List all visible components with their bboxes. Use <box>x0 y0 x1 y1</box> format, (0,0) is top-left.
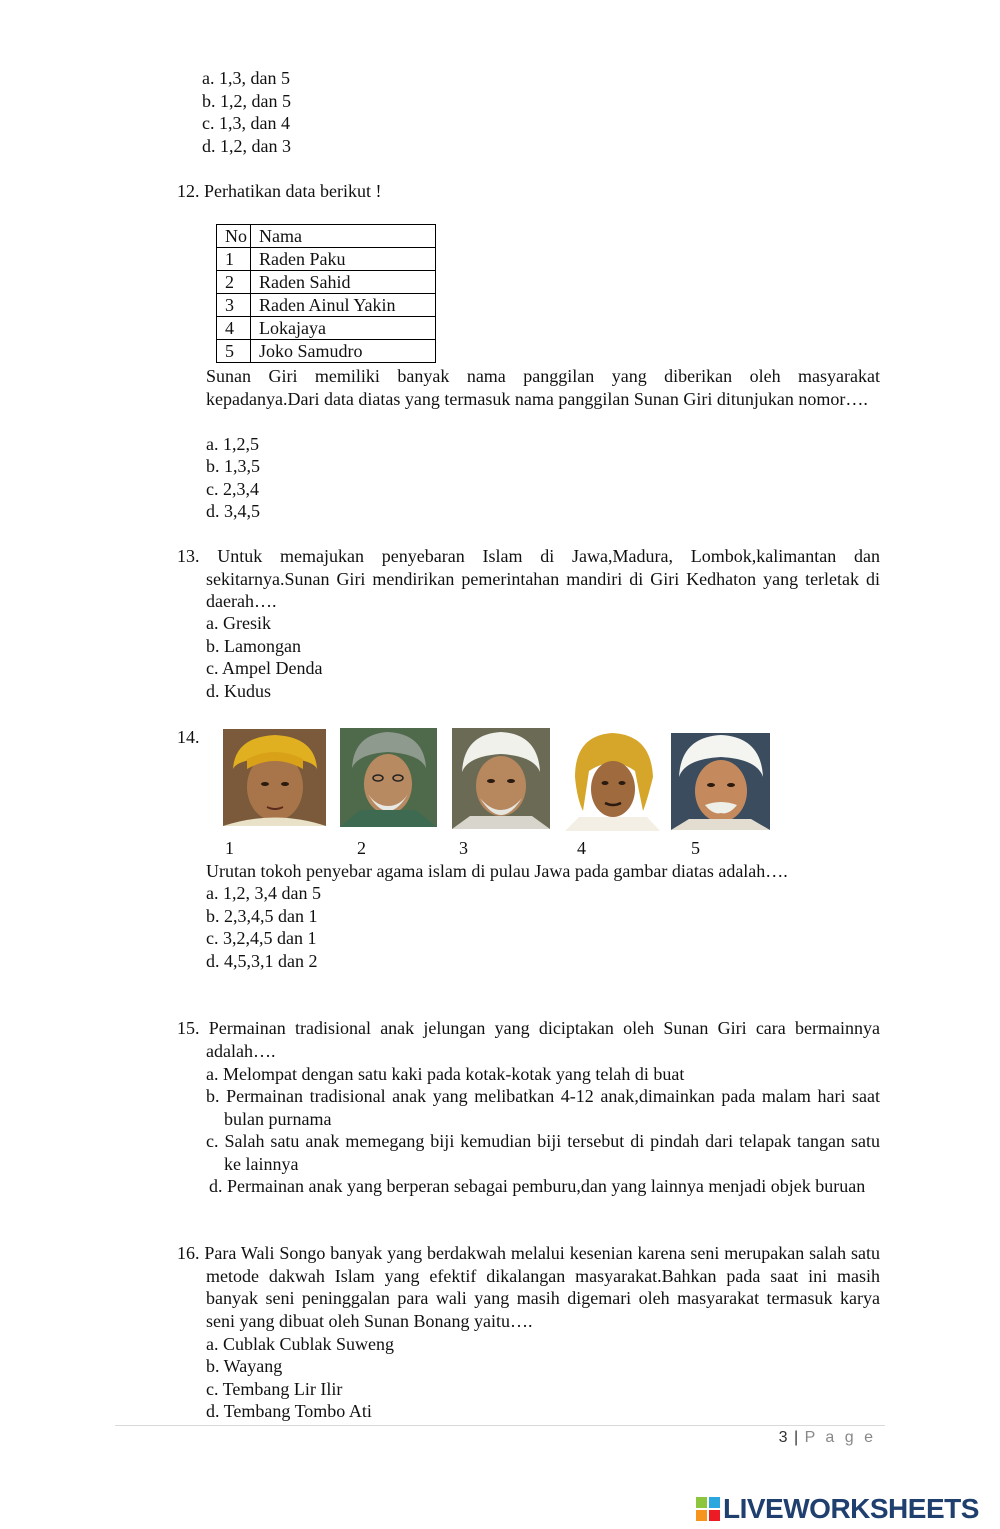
q12-option-c[interactable]: c. 2,3,4 <box>206 479 259 499</box>
q12-question-text: Sunan Giri memiliki banyak nama panggilan yang diberikan oleh masyarakat kepadanya.Dari data diatas yang termasuk nama panggilan Sunan Giri ditunjukan nomor…. <box>206 366 880 409</box>
q13-option-d[interactable]: d. Kudus <box>206 681 272 701</box>
table-row <box>217 248 436 271</box>
q16-option-c[interactable]: c. Tembang Lir Ilir <box>206 1379 343 1399</box>
q11-option-b[interactable]: b. 1,2, dan 5 <box>202 91 291 111</box>
table-cell-no: 3 <box>217 294 251 317</box>
q15-option-b[interactable]: b. Permainan tradisional anak yang melibatkan 4-12 anak,dimainkan pada malam hari saat bulan purnama <box>206 1086 880 1129</box>
q15-option-a[interactable]: a. Melompat dengan satu kaki pada kotak-kotak yang telah di buat <box>206 1064 685 1084</box>
q12-data-table <box>216 224 436 363</box>
q15-question-text: 15. Permainan tradisional anak jelungan yang diciptakan oleh Sunan Giri cara bermainnya adalah…. <box>177 1018 880 1061</box>
table-cell-nama: Lokajaya <box>251 317 436 340</box>
q14-option-d[interactable]: d. 4,5,3,1 dan 2 <box>206 951 318 971</box>
table-row <box>217 294 436 317</box>
portrait-label-5: 5 <box>691 838 700 858</box>
table-cell-no: 1 <box>217 248 251 271</box>
table-row <box>217 271 436 294</box>
portrait-image-4 <box>565 731 660 831</box>
page-number <box>779 1429 876 1447</box>
table-cell-no: 5 <box>217 340 251 363</box>
table-cell-nama: Joko Samudro <box>251 340 436 363</box>
q13-option-c[interactable]: c. Ampel Denda <box>206 658 323 678</box>
brand-logo <box>695 1493 979 1525</box>
q16-option-a[interactable]: a. Cublak Cublak Suweng <box>206 1334 394 1354</box>
portrait-label-2: 2 <box>357 838 366 858</box>
page-number-separator: | <box>793 1429 800 1446</box>
q13-option-a[interactable]: a. Gresik <box>206 613 271 633</box>
q14-option-a[interactable]: a. 1,2, 3,4 dan 5 <box>206 883 321 903</box>
page-number-value: 3 <box>778 1429 789 1446</box>
portrait-label-4: 4 <box>577 838 586 858</box>
table-header-row <box>217 225 436 248</box>
table-cell-no: 2 <box>217 271 251 294</box>
q14-number: 14. <box>177 727 200 747</box>
q11-option-a[interactable]: a. 1,3, dan 5 <box>202 68 290 88</box>
portrait-label-1: 1 <box>225 838 234 858</box>
q11-option-c[interactable]: c. 1,3, dan 4 <box>202 113 290 133</box>
page-label: P a g e <box>804 1429 876 1446</box>
q14-option-c[interactable]: c. 3,2,4,5 dan 1 <box>206 928 317 948</box>
q15-option-d[interactable]: d. Permainan anak yang berperan sebagai pemburu,dan yang lainnya menjadi objek buruan <box>209 1176 866 1196</box>
table-cell-nama: Raden Sahid <box>251 271 436 294</box>
portrait-label-3: 3 <box>459 838 468 858</box>
q14-option-b[interactable]: b. 2,3,4,5 dan 1 <box>206 906 318 926</box>
q16-option-b[interactable]: b. Wayang <box>206 1356 283 1376</box>
q15-option-c[interactable]: c. Salah satu anak memegang biji kemudian biji tersebut di pindah dari telapak tangan satu ke lainnya <box>206 1131 880 1174</box>
q13-question-text: 13. Untuk memajukan penyebaran Islam di Jawa,Madura, Lombok,kalimantan dan sekitarnya.Sunan Giri mendirikan pemerintahan mandiri di Giri Kedhaton yang terletak di daerah…. <box>177 546 880 611</box>
footer-divider <box>115 1425 885 1426</box>
brand-icon <box>695 1496 721 1522</box>
portrait-image-2 <box>340 728 437 827</box>
table-cell-nama: Raden Paku <box>251 248 436 271</box>
portrait-image-5 <box>671 733 770 830</box>
q16-option-d[interactable]: d. Tembang Tombo Ati <box>206 1401 372 1421</box>
q16-question-text: 16. Para Wali Songo banyak yang berdakwah melalui kesenian karena seni merupakan salah satu metode dakwah Islam yang efektif dikalangan masyarakat.Bahkan pada saat ini masih banyak seni peninggalan para wali yang masih digemari oleh masyarakat termasuk karya seni yang dibuat oleh Sunan Bonang yaitu…. <box>177 1243 880 1331</box>
q12-stem: 12. Perhatikan data berikut ! <box>177 181 382 201</box>
q14-question-text: Urutan tokoh penyebar agama islam di pulau Jawa pada gambar diatas adalah…. <box>206 861 788 881</box>
q13-option-b[interactable]: b. Lamongan <box>206 636 301 656</box>
table-cell-nama: Raden Ainul Yakin <box>251 294 436 317</box>
brand-name: LIVEWORKSHEETS <box>723 1493 979 1524</box>
table-header-no: No <box>217 225 251 248</box>
portrait-image-3 <box>452 728 550 829</box>
q12-option-b[interactable]: b. 1,3,5 <box>206 456 260 476</box>
q12-option-a[interactable]: a. 1,2,5 <box>206 434 259 454</box>
q11-option-d[interactable]: d. 1,2, dan 3 <box>202 136 291 156</box>
q12-option-d[interactable]: d. 3,4,5 <box>206 501 260 521</box>
table-row <box>217 317 436 340</box>
table-header-nama: Nama <box>251 225 436 248</box>
portrait-image-1 <box>223 729 326 826</box>
table-row <box>217 340 436 363</box>
table-cell-no: 4 <box>217 317 251 340</box>
